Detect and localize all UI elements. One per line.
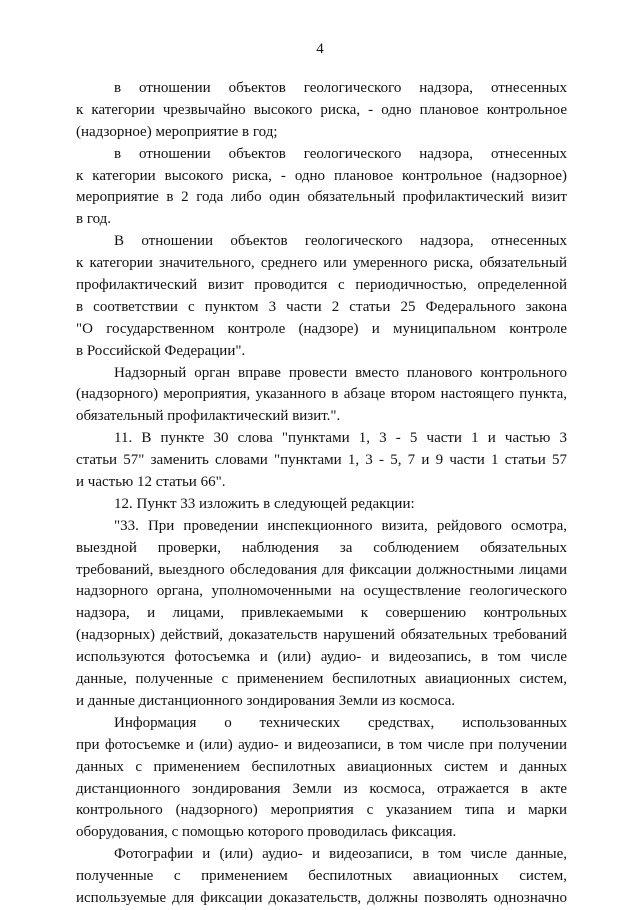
- text-line: надзорного органа, уполномоченными на осуществление геологического: [76, 583, 567, 600]
- text-line: (надзорное) мероприятие в год;: [76, 123, 278, 140]
- text-line: (надзорного) мероприятия, указанного в абзаце втором настоящего пункта,: [76, 386, 567, 403]
- text-line: "О государственном контроле (надзоре) и муниципальном контроле: [76, 320, 567, 337]
- text-line: данные, полученные с применением беспилотных авиационных систем,: [76, 671, 567, 688]
- body-text: [76, 78, 567, 910]
- text-line: в отношении объектов геологического надзора, отнесенных: [114, 80, 567, 96]
- text-line: 11. В пункте 30 слова "пунктами 1, 3 - 5 части 1 и частью 3: [114, 430, 567, 447]
- text-line: полученные с применением беспилотных авиационных систем,: [76, 868, 567, 885]
- text-line: Надзорный орган вправе провести вместо планового контрольного: [114, 364, 567, 381]
- page-number: 4: [316, 41, 324, 57]
- text-line: к категории высокого риска, - одно плановое контрольное (надзорное): [76, 167, 567, 184]
- text-line: "33. При проведении инспекционного визита, рейдового осмотра,: [114, 517, 567, 534]
- text-line: профилактический визит проводится с периодичностью, определенной: [76, 277, 567, 294]
- text-line: к категории значительного, среднего или умеренного риска, обязательный: [76, 255, 567, 272]
- text-line: обязательный профилактический визит.".: [76, 408, 341, 425]
- text-line: требований, выездного обследования для фиксации должностными лицами: [76, 561, 567, 578]
- text-line: в отношении объектов геологического надзора, отнесенных: [114, 145, 567, 162]
- text-line: В отношении объектов геологического надзора, отнесенных: [114, 233, 567, 250]
- text-line: и частью 12 статьи 66".: [76, 474, 226, 491]
- text-line: используются фотосъемка и (или) аудио- и видеозапись, в том числе: [76, 649, 567, 666]
- text-line: в год.: [76, 211, 112, 228]
- text-line: к категории чрезвычайно высокого риска, - одно плановое контрольное: [76, 101, 567, 118]
- text-line: оборудования, с помощью которого проводилась фиксация.: [76, 824, 457, 841]
- text-line: мероприятие в 2 года либо один обязательный профилактический визит: [76, 189, 567, 206]
- text-line: надзора, и лицами, привлекаемыми к совершению контрольных: [76, 605, 567, 622]
- text-line: используемые для фиксации доказательств, должны позволять однозначно: [76, 889, 567, 906]
- text-line: контрольного (надзорного) мероприятия с указанием типа и марки: [76, 802, 567, 819]
- text-line: статьи 57" заменить словами "пунктами 1, 3 - 5, 7 и 9 части 1 статьи 57: [76, 452, 567, 469]
- text-line: 12. Пункт 33 изложить в следующей редакции:: [114, 495, 415, 512]
- text-line: Фотографии и (или) аудио- и видеозаписи, в том числе данные,: [114, 846, 567, 863]
- text-line: Информация о технических средствах, использованных: [114, 714, 567, 731]
- text-line: дистанционного зондирования Земли из космоса, отражается в акте: [76, 780, 567, 797]
- text-line: выездной проверки, наблюдения за соблюдением обязательных: [76, 539, 567, 556]
- text-line: и данные дистанционного зондирования Земли из космоса.: [76, 692, 456, 709]
- text-line: данных с применением беспилотных авиационных систем и данных: [76, 758, 567, 775]
- text-line: в соответствии с пунктом 3 части 2 статьи 25 Федерального закона: [76, 298, 567, 315]
- text-line: в Российской Федерации".: [76, 342, 246, 359]
- text-line: (надзорных) действий, доказательств нарушений обязательных требований: [76, 627, 567, 644]
- text-line: при фотосъемке и (или) аудио- и видеозаписи, в том числе при получении: [76, 736, 567, 753]
